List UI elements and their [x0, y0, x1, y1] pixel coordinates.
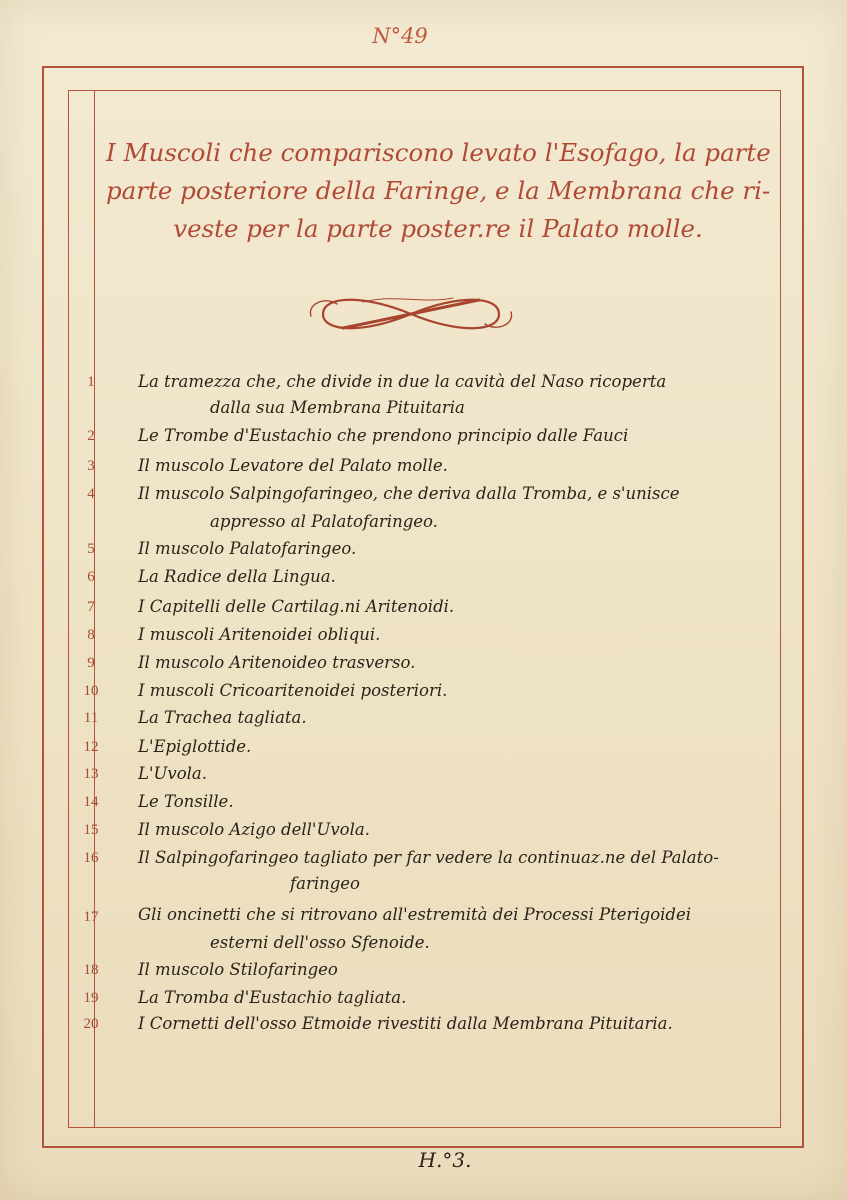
entry-number: 11: [83, 710, 99, 726]
entry-text: La Radice della Lingua.: [138, 567, 336, 586]
entry-number: 16: [83, 850, 99, 866]
entry-text-continuation: appresso al Palatofaringeo.: [210, 512, 438, 531]
entry-number: 18: [83, 962, 99, 978]
entry-text: Il muscolo Stilofaringeo: [138, 960, 338, 979]
entry-text: La Tromba d'Eustachio tagliata.: [138, 988, 407, 1007]
entry-number: 14: [83, 794, 99, 810]
entry-text: Gli oncinetti che si ritrovano all'estremità dei Processi Pterigoidei: [138, 905, 692, 924]
entry-text: Il muscolo Palatofaringeo.: [138, 539, 357, 558]
entry-text: Il muscolo Salpingofaringeo, che deriva dalla Tromba, e s'unisce: [138, 484, 680, 503]
entry-text: Il muscolo Azigo dell'Uvola.: [138, 820, 370, 839]
entry-number: 6: [87, 569, 95, 585]
folio-signature-mark: H.°3.: [418, 1148, 472, 1172]
entry-text: L'Uvola.: [138, 764, 208, 783]
entry-number: 12: [83, 739, 99, 755]
entry-text: L'Epiglottide.: [138, 737, 252, 756]
entry-number: 7: [87, 599, 95, 615]
entry-text-continuation: esterni dell'osso Sfenoide.: [210, 933, 430, 952]
entry-number: 13: [83, 766, 99, 782]
title-line: parte posteriore della Faringe, e la Membrana che ri-: [106, 176, 771, 205]
entry-number: 3: [87, 458, 95, 474]
title-line: I Muscoli che compariscono levato l'Esofago, la parte: [106, 138, 771, 167]
entry-text: Il muscolo Aritenoideo trasverso.: [138, 653, 416, 672]
entry-number: 19: [83, 990, 99, 1006]
entry-number: 17: [83, 909, 99, 925]
entry-number: 8: [87, 627, 95, 643]
entry-text: Le Trombe d'Eustachio che prendono principio dalle Fauci: [138, 426, 629, 445]
entry-number: 9: [87, 655, 95, 671]
entry-text: Il muscolo Levatore del Palato molle.: [138, 456, 448, 475]
entry-text: Le Tonsille.: [138, 792, 234, 811]
entry-text: I Capitelli delle Cartilag.ni Aritenoidi.: [138, 597, 455, 616]
entry-number: 10: [83, 683, 99, 699]
entry-number: 2: [87, 428, 95, 444]
entry-text-continuation: faringeo: [290, 874, 360, 893]
entry-text: Il Salpingofaringeo tagliato per far vedere la continuaz.ne del Palato-: [138, 848, 719, 867]
entry-number: 4: [87, 486, 95, 502]
entry-number: 20: [83, 1016, 99, 1032]
entry-text: I muscoli Aritenoidei obliqui.: [138, 625, 381, 644]
entry-text: La tramezza che, che divide in due la cavità del Naso ricoperta: [138, 372, 667, 391]
entry-text: I muscoli Cricoaritenoidei posteriori.: [138, 681, 448, 700]
entry-number: 1: [87, 374, 95, 390]
entry-text-continuation: dalla sua Membrana Pituitaria: [210, 398, 465, 417]
entry-text: La Trachea tagliata.: [138, 708, 307, 727]
entry-number: 15: [83, 822, 99, 838]
plate-number: N°49: [372, 24, 428, 48]
entry-number: 5: [87, 541, 95, 557]
title-line: veste per la parte poster.re il Palato molle.: [173, 214, 703, 243]
entry-text: I Cornetti dell'osso Etmoide rivestiti dalla Membrana Pituitaria.: [138, 1014, 673, 1033]
